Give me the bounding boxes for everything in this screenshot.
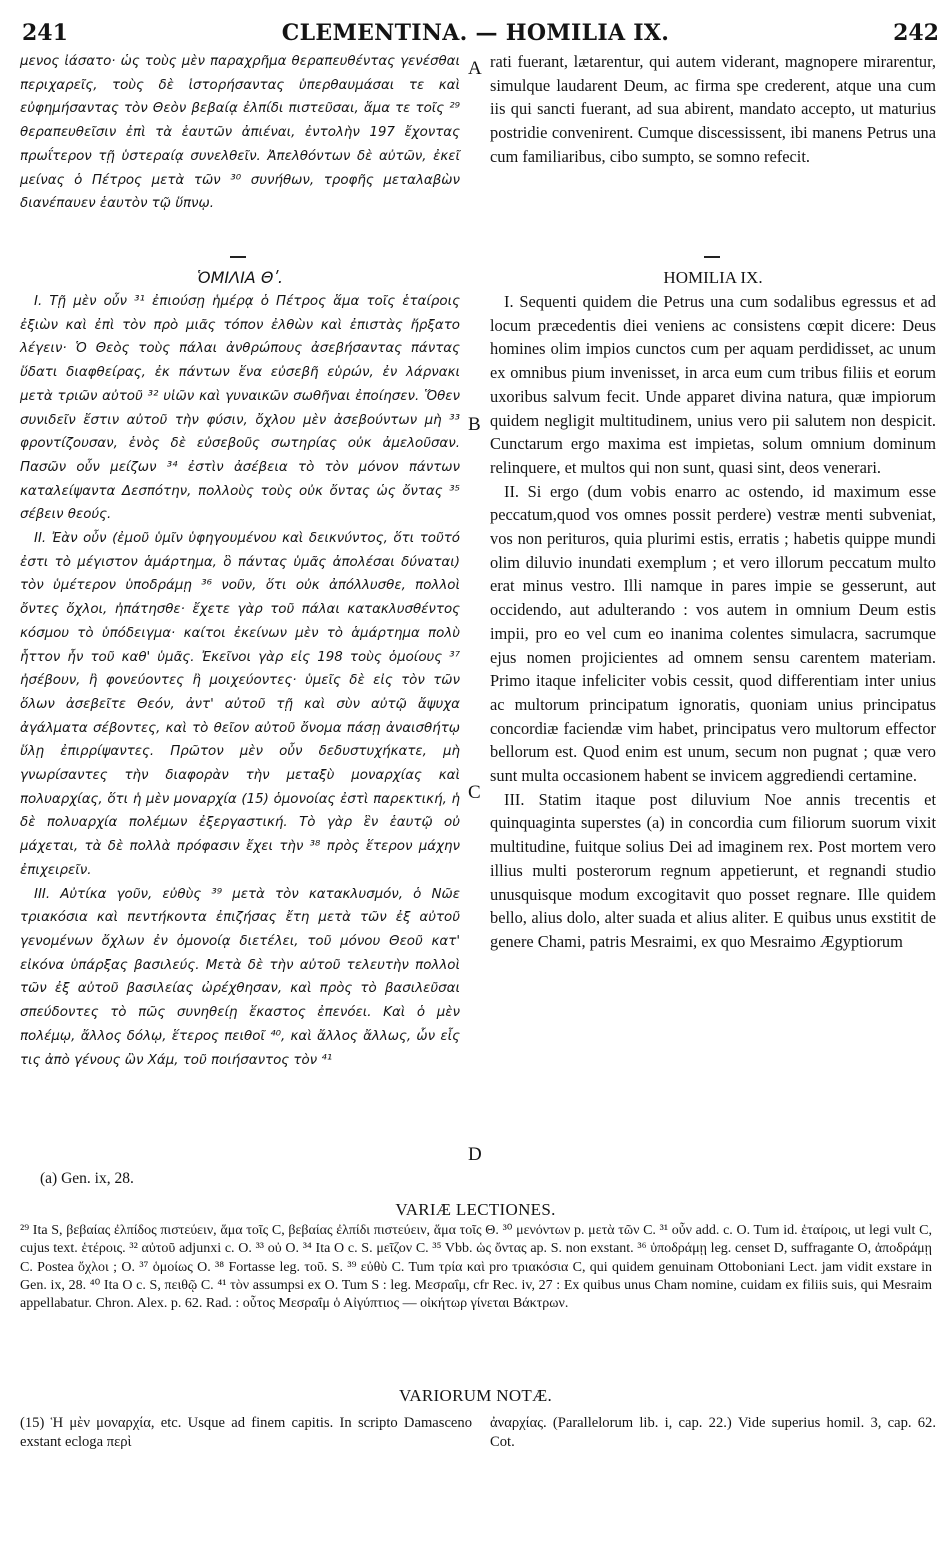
page-number-right: 242 [893,20,939,46]
latin-paragraph-2: II. Si ergo (dum vobis enarro ac ostendo, id maximum esse peccatum,quod vos omnes possit perdere) vestræ menti subveniat, vos non perituros, quia plurimi estis, erratis ; habetis quippe mundi olim diluvio inundati exemplum ; et vero illorum peccatum multo erat minus vestro. Illi namque in pares impie se gesserunt, aut occidendo, aut adulterando : vos autem in omnium Deum estis impii, pro eo vel cum eo inanima colentes simulacra, sacrumque ejus nomen projicientes ad omnem sensu carentem materiam. Primo itaque infeliciter vobis cessit, quod differentiam inter unius ac multorum principatum ignoratis, quoniam unius principatus concordiæ faciendæ vim habet, principatus vero multorum effector bellorum est. Quod enim est unum, secum non pugnat ; quæ vero sunt multa occasionem habent se invicem aggrediendi certamine. [490,481,936,786]
latin-paragraph-3: III. Statim itaque post diluvium Noe annis trecentis et quinquaginta superstes (a) in concordia cum filiorum suorum vixit multitudine, fuitque solius Dei ad imaginem rex. Post mortem vero illius multi posterorum regnum appetierunt, et regnandi studio unusquisque modum excogitavit quo posset regnare. Ille quidem bello, alius dolo, alter suada et alius aliter. E quibus unus exstitit de genere Chami, patris Mesraimi, ex quo Mesraimo Ægyptiorum [490,789,936,951]
variae-lectiones-title: VARIÆ LECTIONES. [395,1200,556,1219]
variorum-notae-title: VARIORUM NOTÆ. [398,1386,553,1405]
greek-homily-title: ὉΜΙΛΙΑ Θʹ. [197,268,283,287]
footnote-a: (a) Gen. ix, 28. [40,1170,134,1187]
variae-lectiones-text: ²⁹ Ita S, βεβαίας ἐλπίδος πιστεύειν, ἅμα τοῖς C, βεβαίας ἐλπίδι πιστεύειν, ἅμα τοῖς Θ. ³⁰ μενόντων p. μετὰ τῶν C. ³¹ οὖν add. c. O. Tum id. ἑταίροις, ut legi vult C, cujus text. ἑτέροις. ³² αὐτοῦ adjunxi c. O. ³³ οὐ O. ³⁴ Ita O c. S. μεῖζον C. ³⁵ Vbb. ὡς ὄντας ap. S. non exstant. ³⁶ ὑποδράμῃ leg. censet D, suffragante O, ἀποδράμῃ C. Postea ὄχλοι ; O. ³⁷ ὁμοίως O. ³⁸ Fortasse leg. τοῦ. S. ³⁹ εὐθὺ C. Tum τρία καὶ pro τριακόσια C, qui quidem genuinam Ottoboniani Lect. jam vidit exstare in Gen. ix, 28. ⁴⁰ Ita O c. S, πειθῷ C. ⁴¹ τὸν assumpsi ex O. Tum S : leg. Μεσραΐμ, cfr Rec. iv, 27 : Ex quibus unus Cham nomine, cuidam ex filiis suis, qui Mesraim appellabatur. Chron. Alex. p. 62. Rad. : οὗτος Μεσραΐμ ὁ Αἰγύπτιος — οἰκήτωρ γίνεται Βάκτρων. [20,1223,932,1312]
latin-column [490,290,936,954]
greek-continuation-text: μενος ἰάσατο· ὡς τοὺς μὲν παραχρῆμα θεραπευθέντας γενέσθαι περιχαρεῖς, τοὺς δὲ ἱστορήσαντας ὑπερθαυμάσαι τε καὶ εὐφημήσαντας τὸν Θεὸν βεβαίᾳ ἐλπίδι πιστεῦσαι, ἅμα τε τοῖς ²⁹ θεραπευθεῖσιν ἐπὶ τὰ ἑαυτῶν ἀπιέναι, ἐντολὴν 197 ἔχοντας πρωΐτερον τῇ ὑστεραίᾳ συνελθεῖν. Ἀπελθόντων δὲ αὐτῶν, ἐκεῖ μείνας ὁ Πέτρος μετὰ τῶν ³⁰ συνήθων, τροφῆς μεταλαβὼν διανέπαυεν ἑαυτὸν τῷ ὕπνῳ. [20,54,460,212]
latin-continuation [490,50,936,169]
greek-paragraph-2: II. Ἐὰν οὖν (ἐμοῦ ὑμῖν ὑφηγουμένου καὶ δεικνύντος, ὅτι τοῦτό ἐστι τὸ μέγιστον ἁμάρτημα, ὃ πάντας ὑμᾶς ἀπολέσαι δύναται) τὸν ὑμέτερον ὑποδράμῃ ³⁶ νοῦν, ὅτι οὐκ ἀπόλλυσθε, πολλοὶ ὄντες ὄχλοι, ἠπάτησθε· ἔχετε γὰρ τοῦ πάλαι κατακλυσθέντος κόσμου τὸ ὑπόδειγμα· καίτοι ἐκείνων μὲν τὸ ἁμάρτημα πολὺ ἧττον ἦν τοῦ καθ' ὑμᾶς. Ἐκεῖνοι γὰρ εἰς 198 τοὺς ὁμοίους ³⁷ ἠσέβουν, ἢ φονεύοντες ἢ μοιχεύοντες· ὑμεῖς δὲ εἰς τὸν τῶν ὅλων ἀσεβεῖτε Θεόν, ἀντ' αὐτοῦ τῇ καὶ σὺν αὐτῷ ἄψυχα ἀγάλματα σέβοντες, καὶ τὸ θεῖον αὐτοῦ ὄνομα πάσῃ ἀναισθήτῳ ὕλῃ ἐπιρρίψαντες. Πρῶτον μὲν οὖν δεδυστυχήκατε, μὴ γνωρίσαντες τὴν διαφορὰν τὴν μεταξὺ μοναρχίας καὶ πολυαρχίας, ὅτι ἡ μὲν μοναρχία (15) ὁμονοίας ἐστὶ παρεκτική, ἡ δὲ πολυαρχία πολέμων ἐξεργαστική. Τὸ γὰρ ἓν ἑαυτῷ οὐ μάχεται, τὰ δὲ πολλὰ πρόφασιν ἔχει τὴν ³⁸ πρὸς ἕτερον μάχην ἐπιχειρεῖν. [20,531,460,878]
margin-marker-c: C [468,782,481,803]
latin-separator [704,256,720,258]
margin-marker-a: A [468,58,482,79]
latin-paragraph-1: I. Sequenti quidem die Petrus una cum sodalibus egressus et ad locum præcedentis diei veniens ac consistens cœpit dicere: Deus homines olim impios cunctos cum per aquam perdidisset, ac unum ex omnibus pium invenisset, in arca eum cum tribus filiis et eorum uxoribus salvum fecit. Unde apparet divina natura, quæ impiorum quidem negligit multitudinem, unius vero pii salutem non despicit. Cunctarum ergo maxima est impietas, solum omnium dominum relinquere, et multos qui non sunt, quasi sint, deos venerari. [490,292,936,477]
greek-separator [230,256,246,258]
margin-marker-b: B [468,414,481,435]
variorum-notae-right: ἀναρχίας. (Parallelorum lib. i, cap. 22.) Vide superius homil. 3, cap. 62. Cot. [490,1415,936,1450]
latin-homily-title: HOMILIA IX. [663,268,763,287]
margin-marker-d: D [468,1144,482,1165]
greek-continuation [20,50,460,216]
page-number-left: 241 [22,20,68,46]
page-header [0,20,951,46]
greek-paragraph-1: I. Τῇ μὲν οὖν ³¹ ἐπιούσῃ ἡμέρᾳ ὁ Πέτρος ἅμα τοῖς ἑταίροις ἐξιὼν καὶ ἐπὶ τὸν πρὸ μιᾶς τόπον ἐλθὼν καὶ ἐπιστὰς ἤρξατο λέγειν· Ὁ Θεὸς τοὺς πάλαι ἀνθρώπους ἀσεβήσαντας πάντας ὕδατι διαφθείρας, ἐκ πάντων ἕνα εὐσεβῆ εὑρών, ἐν λάρνακι μετὰ τριῶν αὐτοῦ ³² υἱῶν καὶ γυναικῶν σωθῆναι ἐποίησεν. Ὅθεν συνιδεῖν ἔστιν αὐτοῦ τὴν φύσιν, ὄχλου μὲν ἀσεβούντων μὴ ³³ φροντίζουσαν, ἑνὸς δὲ εὐσεβοῦς σωτηρίας οὐκ ἀμελοῦσαν. Πασῶν οὖν μείζων ³⁴ ἐστὶν ἀσέβεια τὸ τὸν μόνον πάντων καταλείψαντα Δεσπότην, πολλοὺς τοὺς οὐκ ὄντας ὡς ὄντας ³⁵ σέβειν θεούς. [20,294,460,523]
variorum-notae-left: (15) Ἡ μὲν μοναρχία, etc. Usque ad finem capitis. In scripto Damasceno exstant ecloga περὶ [20,1415,472,1450]
greek-paragraph-3: III. Αὐτίκα γοῦν, εὐθὺς ³⁹ μετὰ τὸν κατακλυσμόν, ὁ Νῶε τριακόσια καὶ πεντήκοντα ἐπιζήσας ἔτη μετὰ τῶν ἐξ αὐτοῦ γενομένων ὄχλων ἐν ὁμονοίᾳ διετέλει, τοῦ μόνου Θεοῦ κατ' εἰκόνα ὑπάρξας βασιλεύς. Μετὰ δὲ τὴν αὐτοῦ τελευτὴν πολλοὶ τῶν ἐξ αὐτοῦ βασιλείας ὠρέχθησαν, καὶ πρὸς τὸ βασιλεῦσαι σπεύδοντες τὸ πῶς συνηθείῃ ἕκαστος ἐπενόει. Καὶ ὁ μὲν πολέμῳ, ἄλλος δόλῳ, ἕτερος πειθοῖ ⁴⁰, καὶ ἄλλος ἄλλως, ὧν εἷς τις ἀπὸ γένους ὢν Χάμ, τοῦ ποιήσαντος τὸν ⁴¹ [20,886,460,1068]
latin-continuation-text: rati fuerant, lætarentur, qui autem viderant, magnopere mirarentur, simulque laudarent Deum, ac firma spe crederent, atque una cum iis qui sancti fuerant, ad sua abirent, mandato accepto, ut maturius postridie convenirent. Cumque discessissent, ibi manens Petrus una cum familiaribus, cibo sumpto, se somno refecit. [490,52,936,166]
running-title: CLEMENTINA. — HOMILIA IX. [281,20,670,46]
greek-column [20,290,460,1072]
